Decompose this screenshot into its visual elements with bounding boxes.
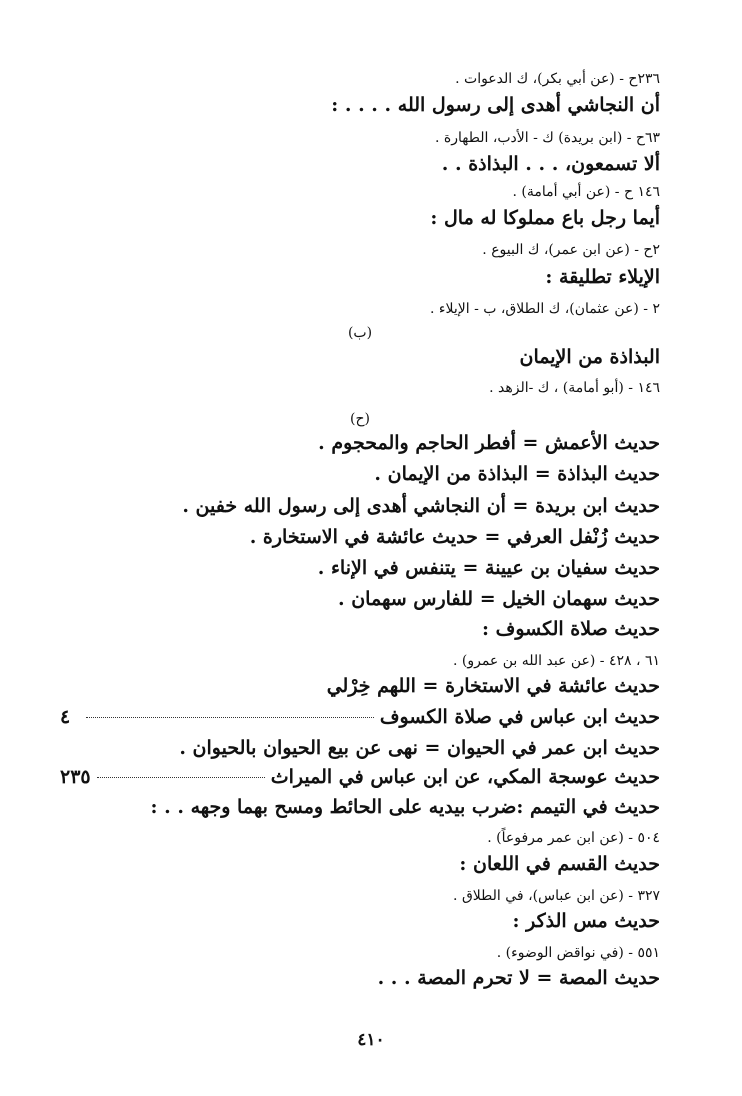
entry-heading: حديث مس الذكر : [512,910,660,932]
entry-heading: أيما رجل باع مملوكا له مال : [430,207,660,229]
reference-line: ٦١ ، ٤٢٨ - (عن عبد الله بن عمرو) . [452,653,660,669]
reference-line: ١٤٦ ح - (عن أبي أمامة) . [512,184,660,200]
page-reference: ٢٣٥ [60,766,91,788]
entry-heading: حديث عوسجة المكي، عن ابن عباس في الميراث [270,766,660,788]
entry-heading: حديث زُنْفل العرفي = حديث عائشة في الاستخارة . [249,526,660,548]
reference-line: ٦٣ح - (ابن بريدة) ك - الأدب، الطهارة . [435,130,660,146]
reference-line: ١٤٦ - (أبو أمامة) ، ك -الزهد . [489,380,660,396]
page-number: ٤١٠ [357,1030,385,1050]
reference-line: ٢ - (عن عثمان)، ك الطلاق، ب - الإيلاء . [430,301,660,317]
reference-line: ٢٣٦ح - (عن أبي بكر)، ك الدعوات . [455,71,660,87]
entry-heading: الإيلاء تطليقة : [545,266,660,288]
entry-heading: حديث المصة = لا تحرم المصة . . . [377,967,660,989]
entry-heading: حديث الأعمش = أفطر الحاجم والمحجوم . [318,432,660,454]
entry-heading: حديث القسم في اللعان : [459,853,660,875]
entry-with-page-ref [60,768,660,787]
reference-line: ٣٢٧ - (عن ابن عباس)، في الطلاق . [453,888,660,904]
entry-heading: حديث سفيان بن عيينة = يتنفس في الإناء . [317,557,660,579]
section-letter-b: (ب) [347,325,373,341]
leader-dots [97,777,265,778]
entry-heading: أن النجاشي أهدى إلى رسول الله . . . . : [331,94,660,116]
leader-dots [86,717,374,718]
reference-line: ٥٠٤ - (عن ابن عمر مرفوعاً) . [487,830,660,846]
reference-line: ٥٥١ - (في نواقض الوضوء) . [496,945,660,961]
entry-heading: البذاذة من الإيمان [519,346,660,368]
entry-heading: حديث ابن بريدة = أن النجاشي أهدى إلى رسول الله خفين . [182,495,660,517]
entry-with-page-ref [60,708,660,727]
section-letter-h: (ح) [350,411,370,427]
entry-heading: حديث سهمان الخيل = للفارس سهمان . [338,588,660,610]
reference-line: ٢ح - (عن ابن عمر)، ك البيوع . [482,242,660,258]
entry-heading: حديث ابن عمر في الحيوان = نهى عن بيع الحيوان بالحيوان . [179,737,660,759]
entry-heading: حديث صلاة الكسوف : [482,618,660,640]
page-reference: ٤ [60,706,71,728]
entry-heading: ألا تسمعون، . . . البذاذة . . [441,153,660,175]
entry-heading: حديث ابن عباس في صلاة الكسوف [379,706,660,728]
entry-heading: حديث في التيمم :ضرب بيديه على الحائط ومسح بهما وجهه . . : [150,796,660,818]
entry-heading: حديث البذاذة = البذاذة من الإيمان . [374,463,660,485]
entry-heading: حديث عائشة في الاستخارة = اللهم خِرْلي [326,675,660,697]
